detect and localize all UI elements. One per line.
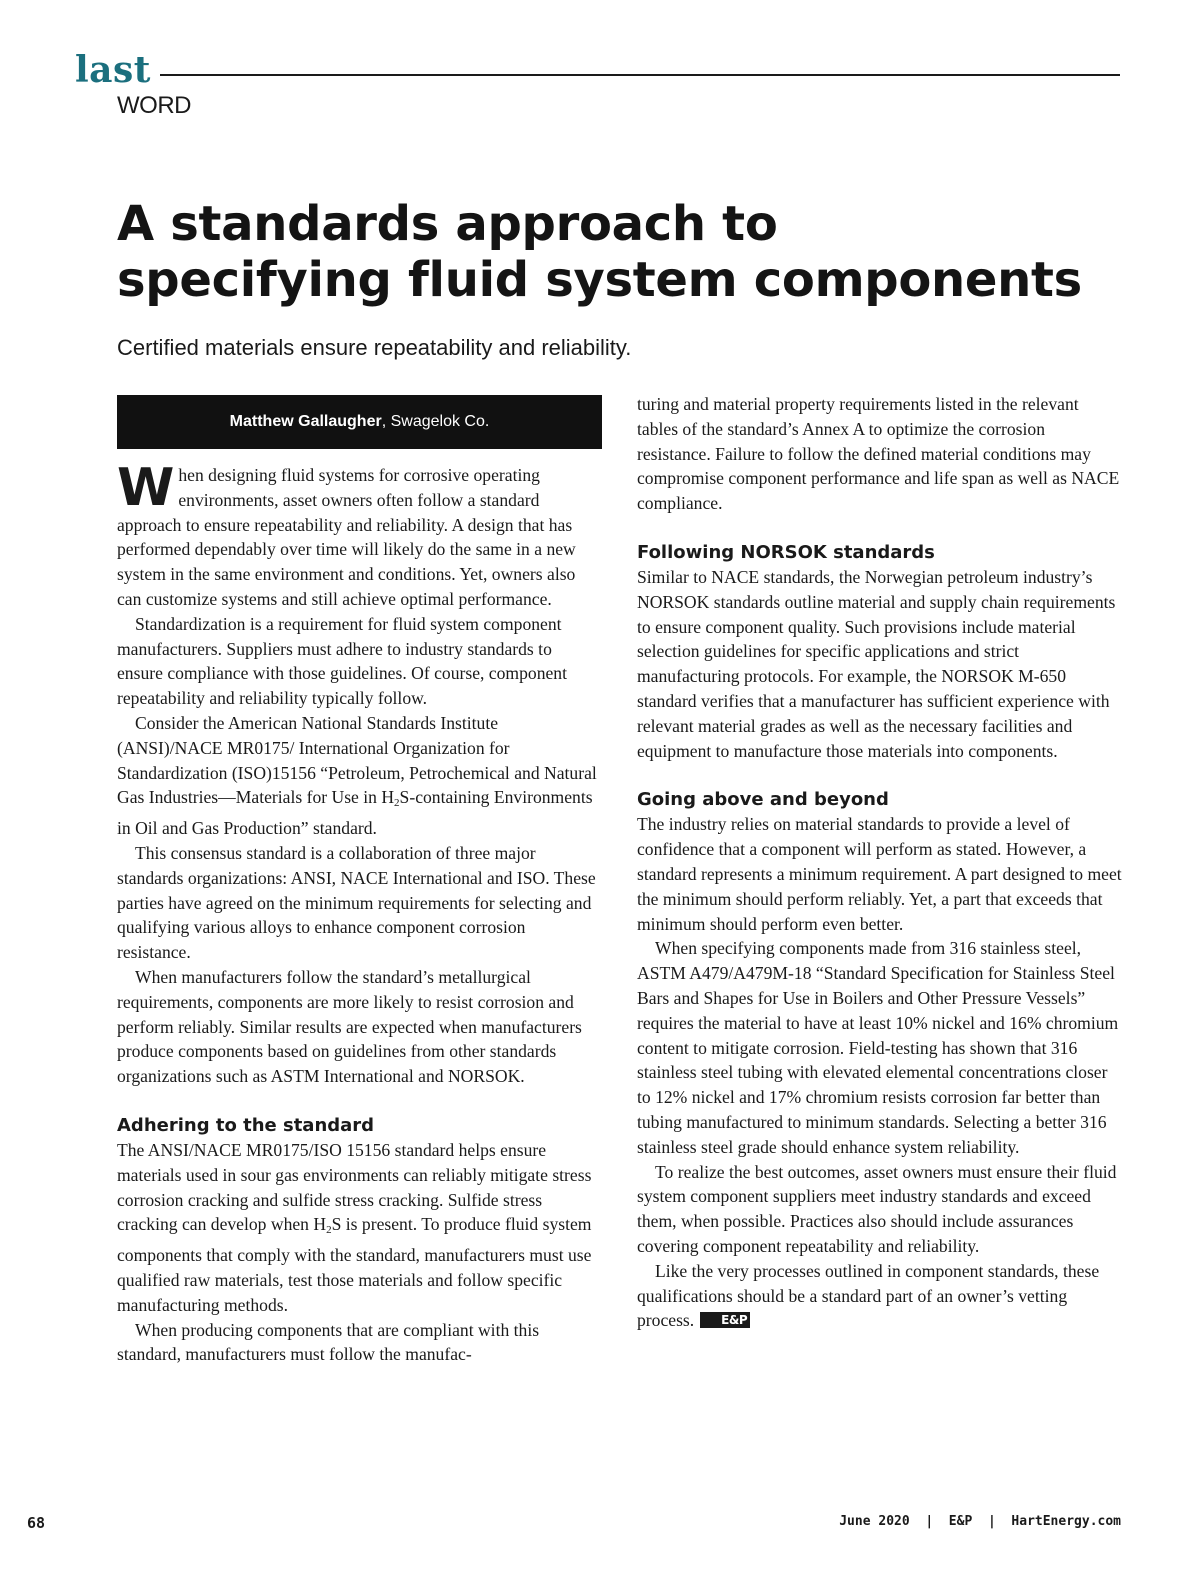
byline-org: , Swagelok Co. — [381, 413, 490, 430]
drop-cap: W — [117, 458, 175, 518]
ep-end-logo: E&P — [700, 1312, 750, 1328]
article-subtitle: Certified materials ensure repeatability and reliability. — [117, 335, 632, 360]
byline-author: Matthew Gallaugher — [229, 413, 382, 430]
body-paragraph: The industry relies on material standards to provide a level of confidence that a component will perform as stated. However, a standard represents a minimum requirement. A part designed to meet the minimum should perform reliably. Yet, a part that exceeds that minimum should perform even better. — [637, 814, 1122, 934]
body-paragraph: The ANSI/NACE MR0175/ISO 15156 standard helps ensure materials used in sour gas environments can reliably mitigate stress corrosion cracking and sulfide stress cracking. Sulfide stress cracking can develop when H2S is present. To produce fluid system components that comply with the standard, manufacturers must use qualified raw materials, test those materials and follow specific manufacturing methods. — [117, 1139, 592, 1315]
body-paragraph: Standardization is a requirement for fluid system component manufacturers. Suppliers must adhere to industry standards to ensure compliance with those guidelines. Of course, component repeatability and reliability typically follow. — [117, 613, 567, 709]
header-rule — [160, 74, 1120, 76]
page-number: 68 — [27, 1514, 46, 1532]
subheading-beyond: Going above and beyond — [637, 789, 889, 811]
body-paragraph: turing and material property requirements listed in the relevant tables of the standard’s Annex A to optimize the corrosion resistance. Failure to follow the defined material conditions may compromise component performance and life span as well as NACE compliance. — [637, 394, 1120, 514]
body-paragraph: Similar to NACE standards, the Norwegian petroleum industry’s NORSOK standards outline material and supply chain requirements to ensure component quality. Such provisions include material selection guidelines for specific applications and strict manufacturing protocols. For example, the NORSOK M-650 standard verifies that a manufacturer has sufficient experience with relevant material grades as well as the necessary facilities and equipment to manufacture those materials into components. — [637, 566, 1116, 761]
footer-issue-line: June 2020 | E&P | HartEnergy.com — [839, 1514, 1121, 1529]
byline-bar — [117, 395, 602, 449]
subheading-norsok: Following NORSOK standards — [637, 541, 935, 563]
title-line-2: specifying fluid system components — [117, 252, 1082, 308]
subheading-adhering: Adhering to the standard — [117, 1114, 375, 1136]
body-paragraph: When manufacturers follow the standard’s metallurgical requirements, components are more likely to resist corrosion and perform reliably. Similar results are expected when manufacturers produce components based on guidelines from other standards organizations such as ASTM International and NORSOK. — [117, 966, 582, 1087]
section-label-word: WORD — [117, 92, 191, 119]
body-paragraph: When specifying components made from 316 stainless steel, ASTM A479/A479M-18 “Standard Specification for Stainless Steel Bars and Shapes for Use in Boilers and Other Pressure Vessels” requires the material to have at least 10% nickel and 16% chromium content to mitigate corrosion. Field-testing has shown that 316 stainless steel tubing with elevated elemental concentrations closer to 12% nickel and 17% chromium resists corrosion far better than tubing manufactured to minimum standards. Selecting a better 316 stainless steel grade should enhance system reliability. — [637, 938, 1119, 1157]
right-column — [637, 392, 1122, 1333]
section-label-last: last — [75, 49, 151, 91]
article-title — [117, 196, 1117, 308]
body-paragraph: When producing components that are compliant with this standard, manufacturers must follow the manufac- — [117, 1319, 540, 1365]
intro-paragraph: When designing fluid systems for corrosive operating environments, asset owners often follow a standard approach to ensure repeatability and reliability. A design that has performed dependably over time will likely do the same in a new system in the same environment and conditions. Yet, owners also can customize systems and still achieve optimal performance. — [117, 458, 576, 609]
body-paragraph: This consensus standard is a collaboration of three major standards organizations: ANSI, NACE International and ISO. These parties have agreed on the minimum requirements for selecting and qualifying various alloys to enhance component corrosion resistance. — [117, 842, 596, 963]
body-paragraph: To realize the best outcomes, asset owners must ensure their fluid system component suppliers meet industry standards and exceed them, when possible. Practices also should include assurances covering component repeatability and reliability. — [637, 1161, 1117, 1256]
body-paragraph: Consider the American National Standards Institute (ANSI)/NACE MR0175/ International Organization for Standardization (ISO)15156 “Petroleum, Petrochemical and Natural Gas Industries—Materials for Use in H2S-containing Environments in Oil and Gas Production” standard. — [117, 712, 597, 839]
closing-paragraph: Like the very processes outlined in component standards, these qualifications should be a standard part of an owner’s vetting process. E&P — [637, 1260, 1100, 1331]
left-column — [117, 458, 602, 1367]
title-line-1: A standards approach to — [117, 196, 778, 252]
